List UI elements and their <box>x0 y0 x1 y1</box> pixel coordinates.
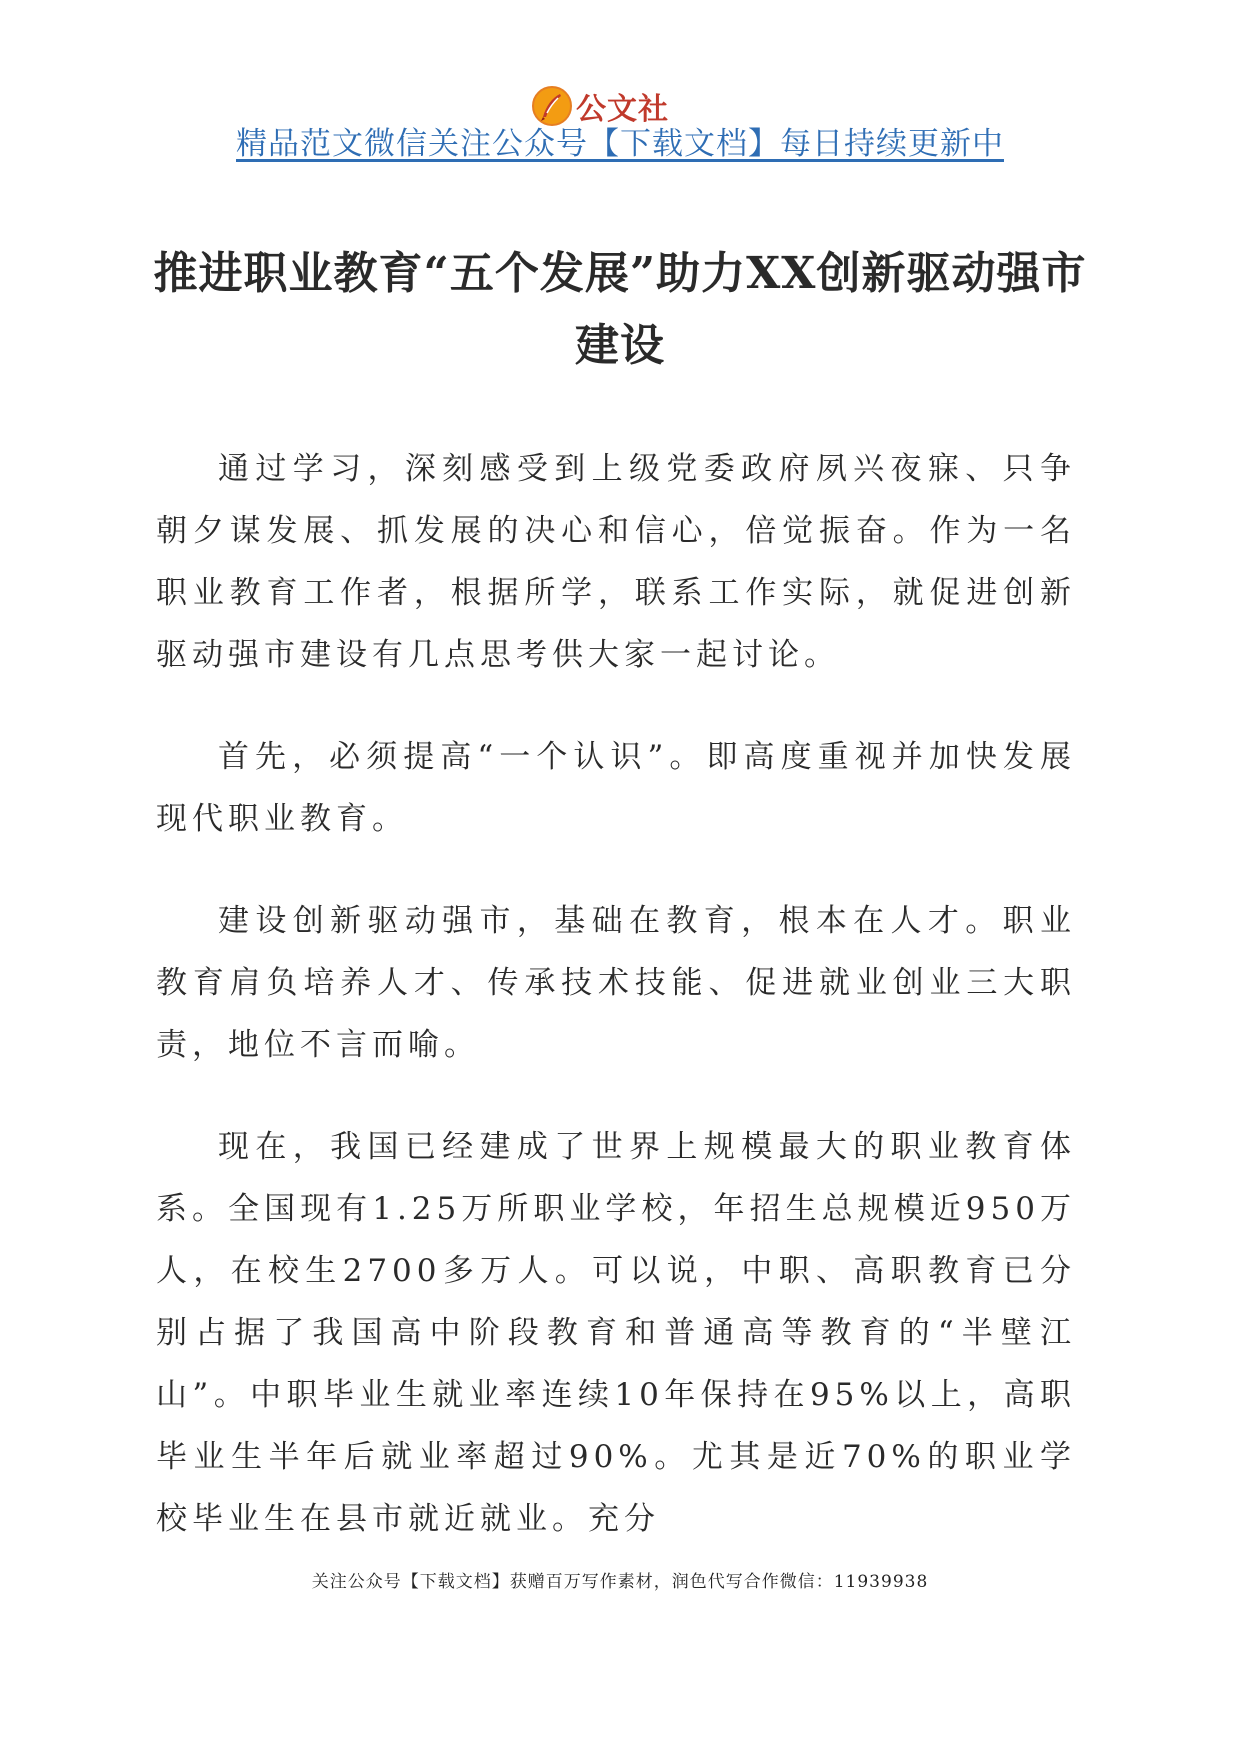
paragraph: 建设创新驱动强市，基础在教育，根本在人才。职业教育肩负培养人才、传承技术技能、促进就业创业三大职责，地位不言而喻。 <box>156 903 1076 1063</box>
paragraph: 首先，必须提高“一个认识”。即高度重视并加快发展现代职业教育。 <box>156 739 1076 837</box>
header-promo-link[interactable]: 精品范文微信关注公众号【下载文档】每日持续更新中 <box>236 126 1004 162</box>
page-footer: 关注公众号【下载文档】获赠百万写作素材，润色代写合作微信：11939938 <box>311 1572 929 1592</box>
brand-name: 公文社 <box>576 92 669 127</box>
paragraph: 现在，我国已经建成了世界上规模最大的职业教育体系。全国现有1.25万所职业学校，年招生总规模近950万人，在校生2700多万人。可以说，中职、高职教育已分别占据了我国高中阶段教育和普通高等教育的“半壁江山”。中职毕业生就业率连续10年保持在95%以上，高职毕业生半年后就业率超过90%。尤其是近70%的职业学校毕业生在县市就近就业。充分 <box>156 1129 1076 1537</box>
document-body <box>156 438 1076 1590</box>
paragraph: 通过学习，深刻感受到上级党委政府夙兴夜寐、只争朝夕谋发展、抓发展的决心和信心，倍觉振奋。作为一名职业教育工作者，根据所学，联系工作实际，就促进创新驱动强市建设有几点思考供大家一起讨论。 <box>156 451 1076 673</box>
document-title: 推进职业教育“五个发展”助力XX创新驱动强市建设 <box>153 248 1087 371</box>
